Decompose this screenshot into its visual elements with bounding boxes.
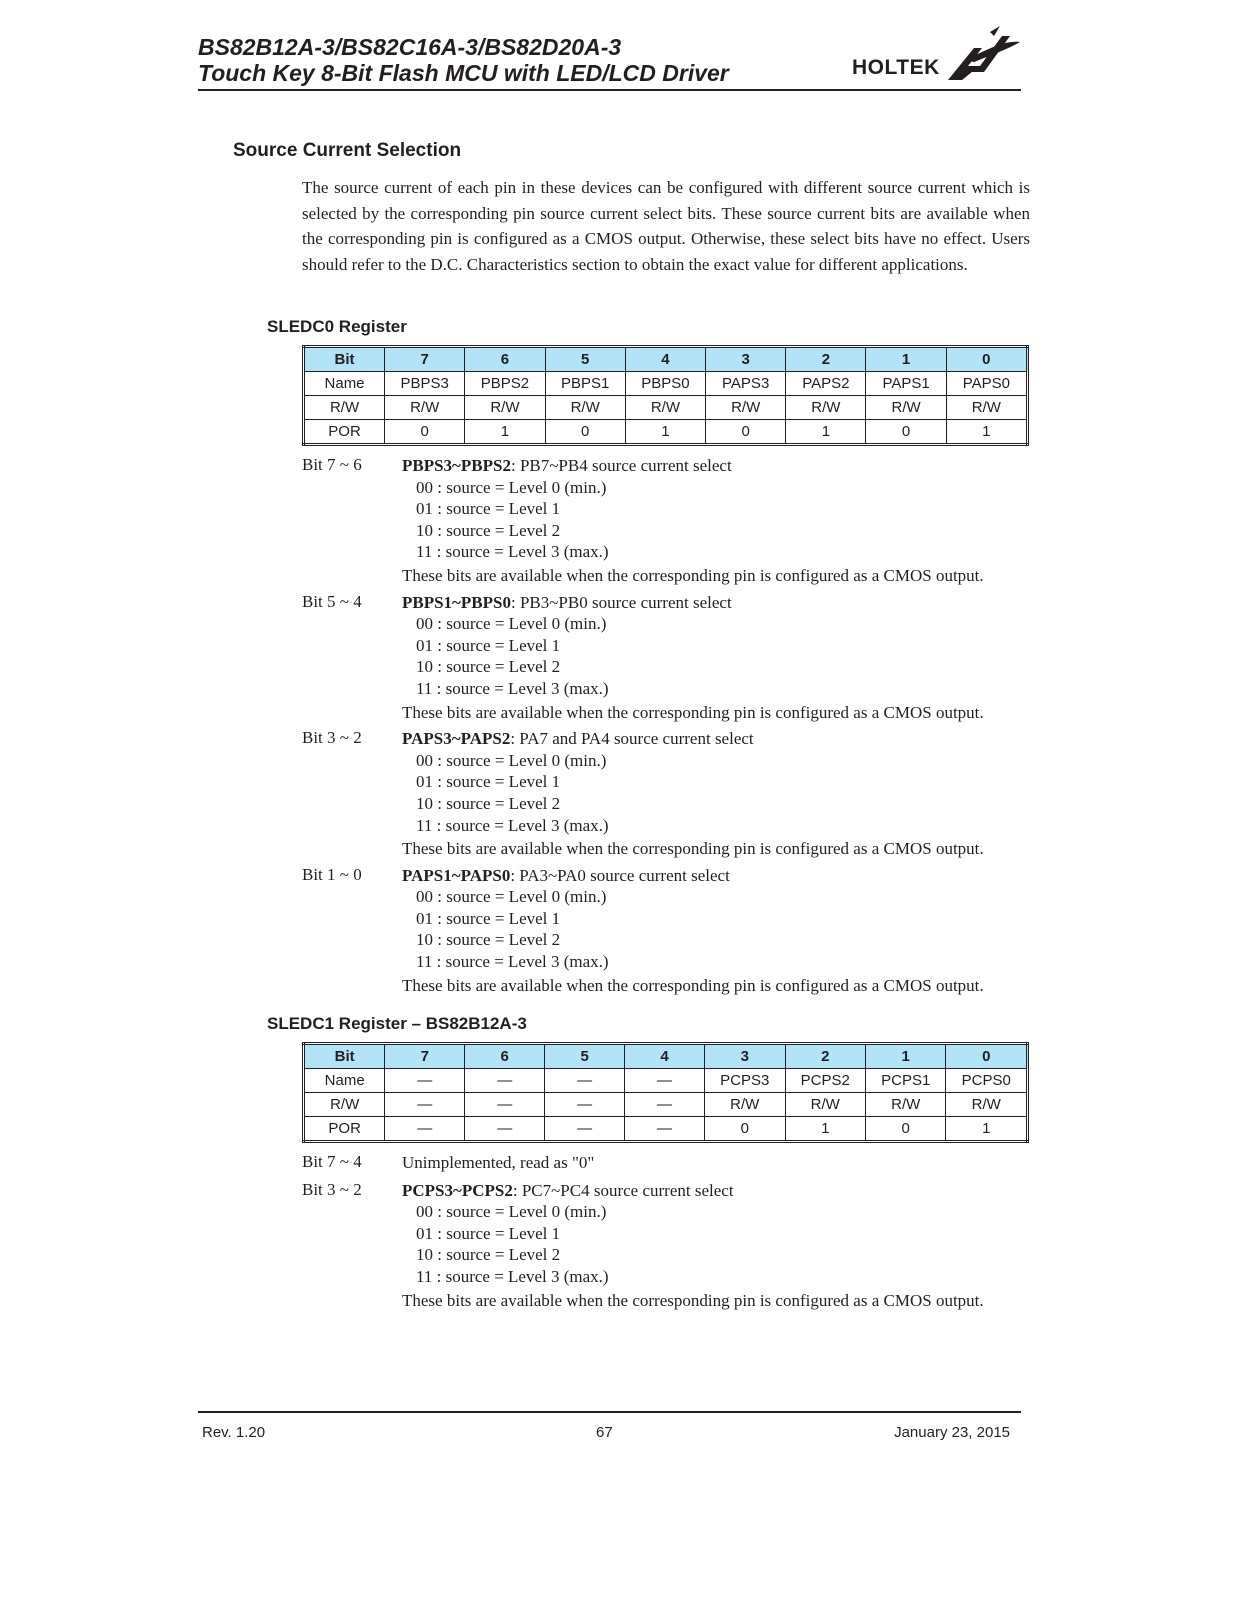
table-cell: — [625,1117,705,1142]
bit-option: 01 : source = Level 1 [416,908,561,928]
table-row [304,420,1028,445]
table-cell: R/W [304,1093,385,1117]
bit-option: 10 : source = Level 2 [416,930,561,950]
table-cell: R/W [946,1093,1028,1117]
table-cell: R/W [865,1093,945,1117]
bit-range-label: Bit 3 ~ 2 [302,1179,362,1199]
table-cell: PCPS3 [705,1069,785,1093]
bit-range-label: Bit 7 ~ 4 [302,1152,362,1171]
bit-option: 00 : source = Level 0 (min.) [416,1202,607,1222]
sledc0-bit-descriptions [302,455,1042,1001]
table-cell: 1 [866,347,946,372]
table-row [304,372,1028,396]
bit-option: 00 : source = Level 0 (min.) [416,477,607,497]
table-row [304,1069,1028,1093]
table-header-row [304,347,1028,372]
sledc0-register-table [302,345,1029,446]
bit-option: 11 : source = Level 3 (max.) [416,678,609,698]
table-cell: R/W [786,396,866,420]
table-cell: 1 [946,420,1027,445]
table-cell: 0 [946,347,1027,372]
bit-field-name: PBPS1~PBPS0 [402,592,511,612]
bit-note: These bits are available when the corresponding pin is configured as a CMOS output. [402,1290,984,1310]
bit-field-name: PAPS3~PAPS2 [402,729,511,749]
bit-range-label: Bit 1 ~ 0 [302,864,362,884]
table-cell: 0 [706,420,786,445]
table-cell: 7 [385,347,465,372]
table-cell: R/W [785,1093,865,1117]
table-row [304,1117,1028,1142]
bit-field-heading [402,592,1042,614]
table-cell: PAPS0 [946,372,1027,396]
table-cell: PBPS0 [625,372,705,396]
table-cell: R/W [625,396,705,420]
table-cell: 0 [385,420,465,445]
table-header-row [304,1044,1028,1069]
table-cell: PCPS1 [865,1069,945,1093]
table-cell: 2 [786,347,866,372]
bit-option: 01 : source = Level 1 [416,772,561,792]
bit-field-name: PAPS1~PAPS0 [402,865,511,885]
footer-date: January 23, 2015 [894,1424,1010,1441]
table-cell: 6 [465,347,545,372]
bit-option: 10 : source = Level 2 [416,793,561,813]
table-cell: R/W [304,396,385,420]
table-cell: 3 [705,1044,785,1069]
table-cell: — [385,1093,465,1117]
bit-field-desc: : PA7 and PA4 source current select [510,729,754,749]
bit-option: 11 : source = Level 3 (max.) [416,952,609,972]
table-cell: 1 [465,420,545,445]
bit-option: 10 : source = Level 2 [416,657,561,677]
title-line-1: BS82B12A-3/BS82C16A-3/BS82D20A-3 [198,34,622,60]
bit-field-name: PCPS3~PCPS2 [402,1180,513,1200]
bit-description [402,592,1042,724]
bit-field [302,592,1042,724]
footer-page-number: 67 [596,1424,613,1441]
bit-description [402,865,1042,997]
bit-option: 11 : source = Level 3 (max.) [416,1266,609,1286]
table-cell: R/W [946,396,1027,420]
table-cell: Bit [304,1044,385,1069]
table-cell: — [465,1117,545,1142]
table-cell: PAPS2 [786,372,866,396]
table-cell: — [625,1069,705,1093]
bit-option: 01 : source = Level 1 [416,499,561,519]
bit-field [302,865,1042,997]
bit-field-name: PBPS3~PBPS2 [402,456,511,475]
bit-field-heading [402,455,1042,477]
bit-option: 01 : source = Level 1 [416,635,561,655]
sledc1-title: SLEDC1 Register – BS82B12A-3 [267,1014,527,1033]
table-cell: 5 [545,1044,625,1069]
bit-option: 10 : source = Level 2 [416,1245,561,1265]
bit-field-heading [402,865,1042,887]
table-cell: 2 [785,1044,865,1069]
bit-option: 01 : source = Level 1 [416,1223,561,1243]
table-cell: 0 [866,420,946,445]
table-cell: 1 [625,420,705,445]
table-cell: — [385,1069,465,1093]
table-cell: 3 [706,347,786,372]
bit-note: These bits are available when the corresponding pin is configured as a CMOS output. [402,975,984,995]
table-cell: — [545,1069,625,1093]
table-cell: PAPS3 [706,372,786,396]
document-title [198,34,838,86]
table-cell: — [545,1093,625,1117]
bit-field [302,455,1042,587]
sledc1-register-table [302,1042,1029,1143]
table-cell: Bit [304,347,385,372]
bit-field-desc: : PA3~PA0 source current select [510,865,730,885]
table-cell: PCPS2 [785,1069,865,1093]
bit-range-label: Bit 5 ~ 4 [302,591,362,611]
table-cell: POR [304,420,385,445]
logo-mark-icon [944,26,1022,82]
table-cell: R/W [385,396,465,420]
title-line-2: Touch Key 8-Bit Flash MCU with LED/LCD Driver [198,60,729,86]
bit-description [402,455,1042,587]
bit-description [402,728,1042,860]
table-cell: — [545,1117,625,1142]
bit-description [402,1180,1042,1312]
table-cell: PBPS3 [385,372,465,396]
table-cell: 0 [545,420,625,445]
table-cell: 4 [625,347,705,372]
table-cell: 4 [625,1044,705,1069]
table-cell: R/W [705,1093,785,1117]
table-cell: Name [304,372,385,396]
footer-rule [198,1411,1021,1413]
bit-option: 10 : source = Level 2 [416,520,561,540]
bit-field-desc: : PB7~PB4 source current select [510,456,732,475]
table-cell: — [465,1069,545,1093]
bit-field-heading [402,728,1042,750]
table-cell: R/W [545,396,625,420]
bit-option: 11 : source = Level 3 (max.) [416,542,609,562]
footer-revision: Rev. 1.20 [202,1424,266,1441]
table-cell: R/W [866,396,946,420]
table-cell: R/W [465,396,545,420]
bit-field-desc: : PB3~PB0 source current select [510,592,732,612]
table-cell: 1 [865,1044,945,1069]
bit-option: 00 : source = Level 0 (min.) [416,750,607,770]
section-title: Source Current Selection [233,140,462,161]
table-cell: 1 [785,1117,865,1142]
table-cell: PBPS1 [545,372,625,396]
sledc1-bit-descriptions [302,1152,1042,1316]
table-cell: — [385,1117,465,1142]
table-cell: PBPS2 [465,372,545,396]
table-cell: PCPS0 [946,1069,1028,1093]
table-cell: 7 [385,1044,465,1069]
logo-text: HOLTEK [852,56,940,79]
header-rule [198,89,1021,91]
table-cell: 5 [545,347,625,372]
table-cell: 0 [946,1044,1028,1069]
table-cell: 1 [946,1117,1028,1142]
bit-option: 00 : source = Level 0 (min.) [416,614,607,634]
bit-option: 00 : source = Level 0 (min.) [416,887,607,907]
intro-paragraph: The source current of each pin in these devices can be configured with different source current which is selected by the corresponding pin source current select bits. These source current bits are available when the corresponding pin is configured as a CMOS output. Otherwise, these select bits have no effect. Users should refer to the D.C. Characteristics section to obtain the exact value for different applications. [302,178,1030,274]
table-cell: 1 [786,420,866,445]
bit-note: These bits are available when the corresponding pin is configured as a CMOS output. [402,565,984,585]
bit-field-desc: : PC7~PC4 source current select [512,1180,734,1200]
bit-note: These bits are available when the corresponding pin is configured as a CMOS output. [402,702,984,722]
table-row [304,1093,1028,1117]
table-cell: — [625,1093,705,1117]
unimplemented-text: Unimplemented, read as "0" [402,1153,595,1172]
table-cell: 0 [865,1117,945,1142]
holtek-logo [852,26,1022,86]
table-cell: PAPS1 [866,372,946,396]
bit-option: 11 : source = Level 3 (max.) [416,815,609,835]
table-cell: R/W [706,396,786,420]
bit-field-heading [402,1180,1042,1202]
bit-description [402,1152,1042,1174]
table-cell: — [465,1093,545,1117]
table-cell: 6 [465,1044,545,1069]
table-cell: Name [304,1069,385,1093]
bit-field-unimplemented [302,1152,1042,1174]
bit-note: These bits are available when the corresponding pin is configured as a CMOS output. [402,839,984,859]
table-cell: 0 [705,1117,785,1142]
bit-field [302,728,1042,860]
sledc0-title: SLEDC0 Register [267,317,407,336]
table-row [304,396,1028,420]
bit-range-label: Bit 3 ~ 2 [302,728,362,748]
table-cell: POR [304,1117,385,1142]
bit-field [302,1180,1042,1312]
bit-range-label: Bit 7 ~ 6 [302,455,362,474]
